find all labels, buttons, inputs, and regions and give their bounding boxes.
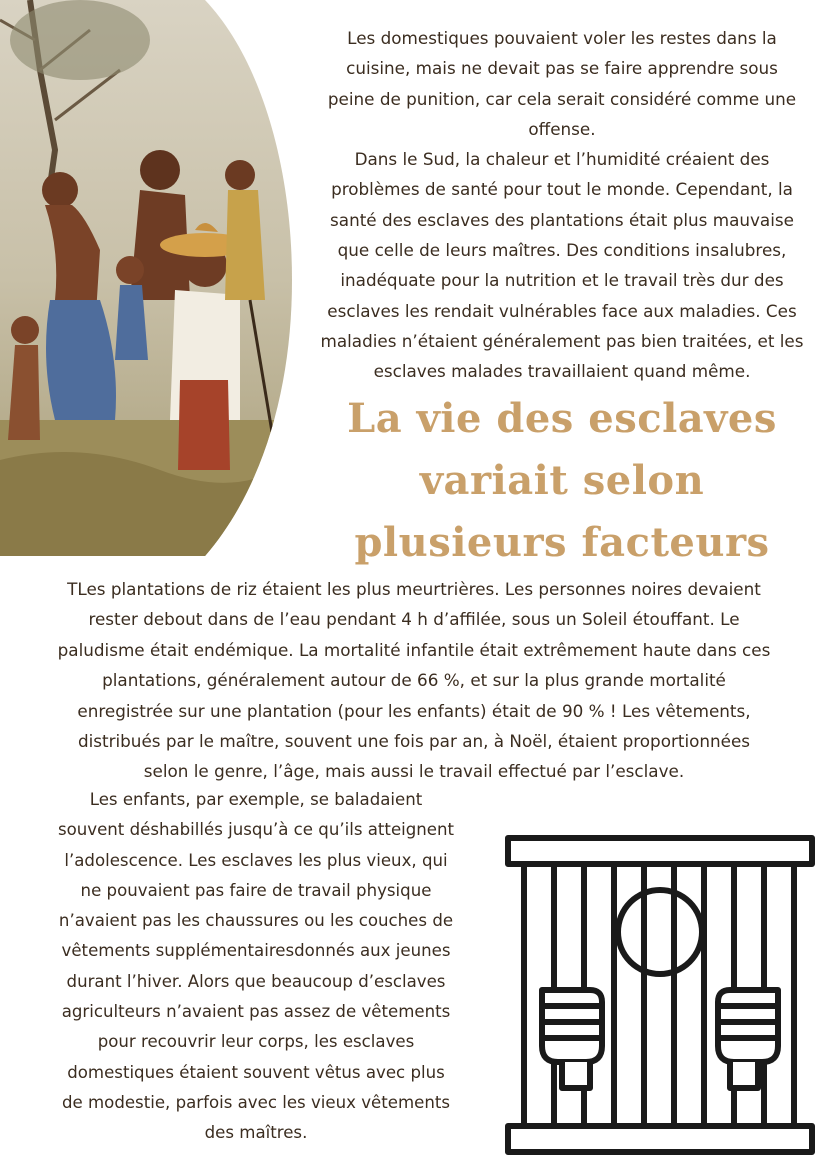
enslaved-people-illustration [0, 0, 292, 556]
intro-paragraph: Les domestiques pouvaient voler les restes dans la cuisine, mais ne devait pas se faire apprendre sous peine de punition, car cela serait considéré comme une offense. Dans le Sud, la chaleur et l’humidité créaient des problèmes de santé pour tout le monde. Cependant, la santé des esclaves des plantations était plus mauvaise que celle de leurs maîtres. Des conditions insalubres, inadéquate pour la nutrition et le travail très dur des esclaves les rendait vulnérables face aux maladies. Ces maladies n’étaient généralement pas bien traitées, et les esclaves malades travaillaient quand même. [320, 28, 804, 382]
prison-bars-icon [502, 832, 818, 1158]
rice-plantations-paragraph: TLes plantations de riz étaient les plus meurtrières. Les personnes noires devaient rester debout dans de l’eau pendant 4 h d’affilée, sous un Soleil étouffant. Le paludisme était endémique. La mortalité infantile était extrêmement haute dans ces plantations, généralement autour de 66 %, et sur la plus grande mortalité enregistrée sur une plantation (pour les enfants) était de 90 % ! Les vêtements, distribués par le maître, souvent une fois par an, à Noël, étaient proportionnées selon le genre, l’âge, mais aussi le travail effectué par l’esclave. [57, 579, 771, 782]
clothing-paragraph: Les enfants, par exemple, se baladaient souvent déshabillés jusqu’à ce qu’ils atteignent l’adolescence. Les esclaves les plus vieux, qui ne pouvaient pas faire de travail physique n’avaient pas les chaussures ou les couches de vêtements supplémentairesdonnés aux jeunes durant l’hiver. Alors que beaucoup d’esclaves agriculteurs n’avaient pas assez de vêtements pour recouvrir leur corps, les esclaves domestiques étaient souvent vêtus avec plus de modestie, parfois avec les vieux vêtements des maîtres. [57, 790, 455, 1143]
page-heading: La vie des esclaves variait selon plusieurs facteurs [347, 395, 777, 566]
